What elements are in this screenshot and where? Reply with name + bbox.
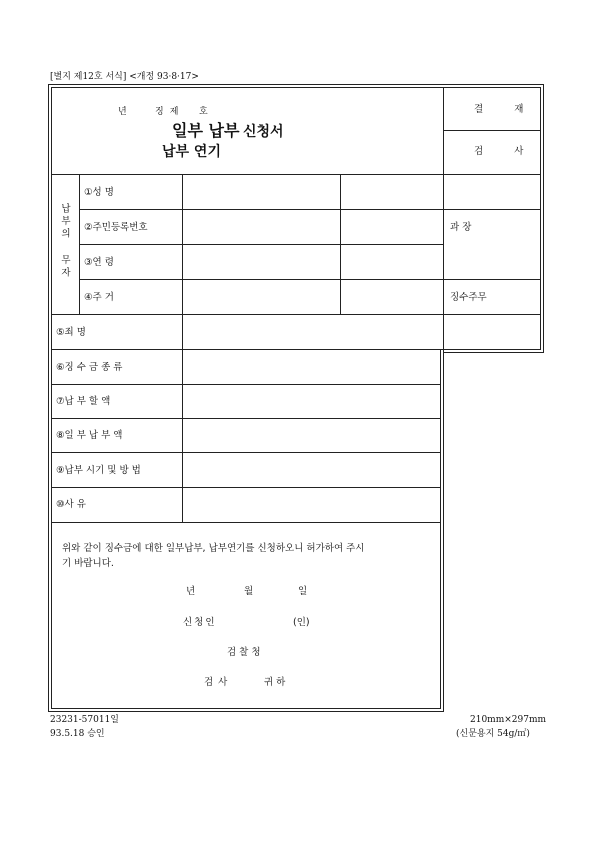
title-year-label: 년: [118, 107, 127, 117]
payer-name-label: ①성 명: [84, 187, 114, 198]
approval-row-1: [443, 130, 541, 131]
footer-code: 23231-57011일: [50, 715, 119, 725]
footer-paper: (신문용지 54g/㎡): [456, 729, 530, 739]
frame-top-outer: [48, 84, 544, 85]
date-month: 월: [244, 586, 254, 597]
partial-payment-label: ⑧일 부 납 부 액: [56, 430, 123, 441]
approval-divider: [443, 87, 444, 350]
payer-address-label: ④주 거: [84, 292, 114, 303]
frame-left-inner: [51, 87, 52, 709]
row-line-4: [51, 452, 441, 453]
statement-line-2: 기 바랍니다.: [62, 558, 114, 569]
payment-timing-label: ⑨납부 시기 및 방 법: [56, 465, 141, 476]
frame-bottom-inner: [51, 708, 441, 709]
footer-size: 210mm×297mm: [470, 715, 547, 725]
rows-label-divider: [182, 314, 183, 522]
row-line-1: [51, 349, 443, 350]
payer-mid-divider: [340, 174, 341, 314]
applicant-label: 신청인: [183, 617, 217, 628]
payer-row-3: [79, 279, 443, 280]
payer-row-2: [79, 244, 443, 245]
frame-right-lower-outer: [443, 350, 444, 712]
payer-group-divider: [79, 174, 80, 314]
row-line-2: [51, 384, 441, 385]
date-day: 일: [298, 586, 308, 597]
approval-prosecutor: 검 사: [474, 146, 538, 157]
frame-top-inner: [51, 87, 541, 88]
addressee-prosecutor: 검사: [204, 677, 233, 688]
date-year: 년: [186, 586, 196, 597]
title-number-label: 징제: [155, 107, 185, 117]
statement-line-1: 위와 같이 징수금에 대한 일부납부, 납부연기를 신청하오니 허가하여 주시: [62, 543, 365, 554]
addressee-honorific: 귀하: [264, 677, 289, 688]
row-line-6: [51, 522, 441, 523]
collection-kind-label: ⑥징 수 금 종 류: [56, 362, 123, 373]
prosecutors-office: 검찰청: [227, 647, 264, 658]
approval-bottom-inner: [443, 349, 541, 350]
frame-right-inner: [540, 87, 541, 350]
payer-group-label: 납부의 무자: [59, 203, 70, 280]
approval-row-4: [443, 314, 541, 315]
title-line-1a: 일부 납부: [172, 121, 240, 140]
seal-mark: (인): [293, 617, 310, 628]
title-line-1b: 신청서: [243, 124, 284, 140]
title-number-suffix: 호: [199, 107, 208, 117]
approval-row-2: [443, 209, 541, 210]
approval-chief: 과 장: [450, 222, 472, 233]
payer-bottom: [51, 314, 443, 315]
payer-label-divider: [182, 174, 183, 314]
payer-rrn-label: ②주민등록번호: [84, 222, 148, 233]
title-bottom: [51, 174, 541, 175]
reason-label: ⑩사 유: [56, 499, 86, 510]
form-number-note: [별지 제12호 서식] <개정 93·8·17>: [50, 72, 199, 82]
payer-row-1: [79, 209, 443, 210]
payer-age-label: ③연 령: [84, 257, 114, 268]
approval-header: 결 재: [474, 104, 538, 115]
footer-approved: 93.5.18 승인: [50, 729, 105, 739]
frame-right-lower-inner: [440, 350, 441, 709]
approval-bottom-outer: [443, 352, 544, 353]
row-line-3: [51, 418, 441, 419]
installment-label: ⑦납 부 할 액: [56, 396, 111, 407]
frame-bottom-outer: [48, 711, 444, 712]
approval-clerk: 징수주무: [450, 292, 487, 303]
frame-left-outer: [48, 84, 49, 712]
title-line-2: 납부 연기: [162, 144, 221, 160]
row-line-5: [51, 487, 441, 488]
offense-label: ⑤죄 명: [56, 327, 86, 338]
frame-right-outer: [543, 84, 544, 353]
approval-row-3: [443, 279, 541, 280]
